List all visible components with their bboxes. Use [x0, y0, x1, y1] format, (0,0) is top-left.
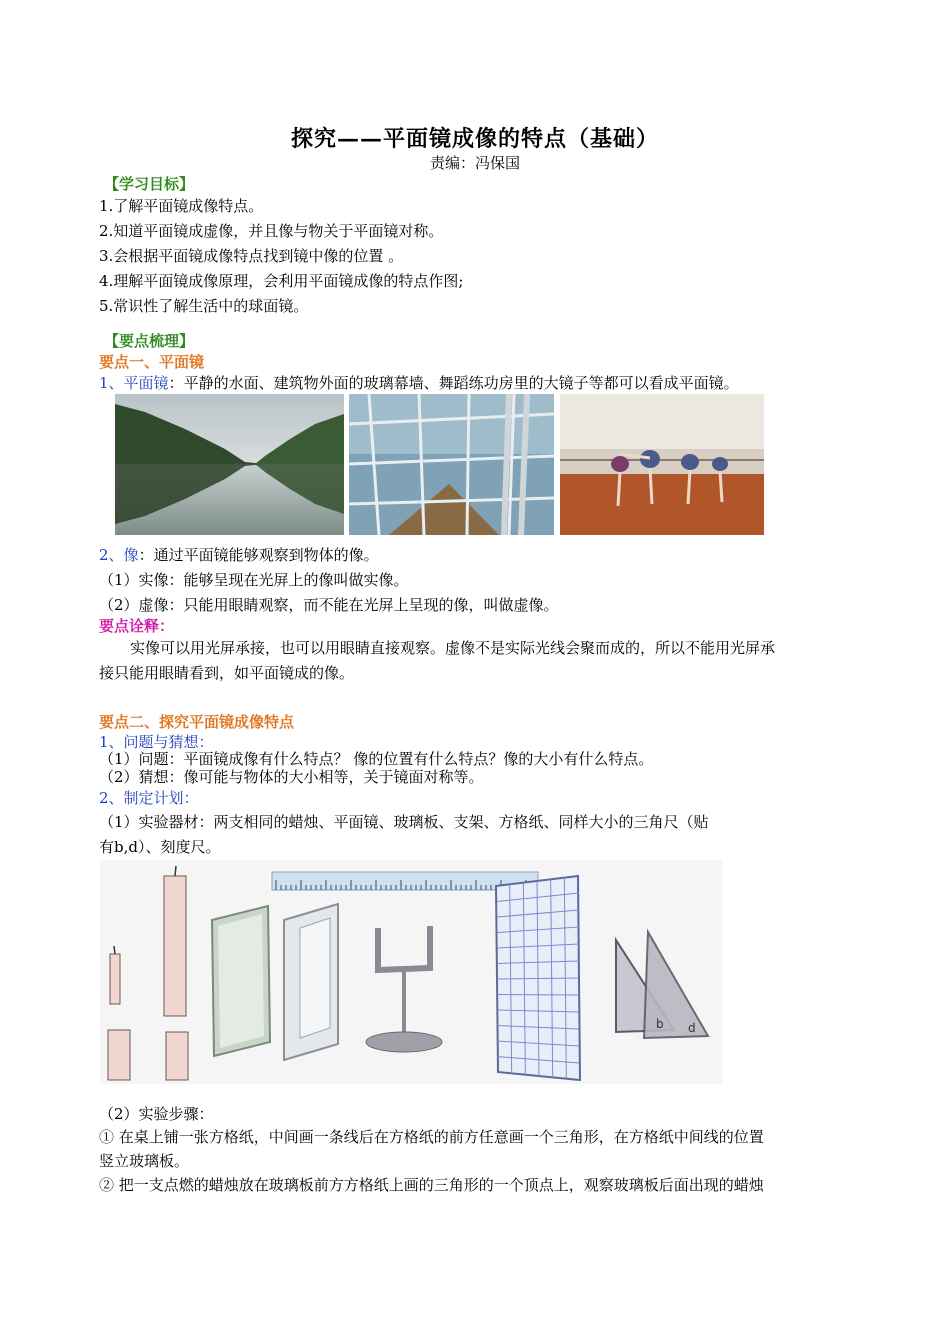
steps-heading: （2）实验步骤：	[99, 1105, 214, 1123]
point1-item2	[99, 545, 379, 565]
item2-text: ：通过平面镜能够观察到物体的像。	[138, 546, 379, 564]
objective-item: 1.了解平面镜成像特点。	[99, 197, 264, 215]
author-line: 责编：冯保国	[429, 154, 520, 172]
item1-text: ：平静的水面、建筑物外面的玻璃幕墙、舞蹈练功房里的大镜子等都可以看成平面镜。	[168, 374, 739, 392]
item2-term: 像	[123, 546, 139, 564]
step1-line2: 竖立玻璃板。	[99, 1152, 190, 1170]
summary-heading: 【要点梳理】	[104, 332, 195, 350]
step1-line1: ① 在桌上铺一张方格纸，中间画一条线后在方格纸的前方任意画一个三角形，在方格纸中间线的位置	[99, 1128, 764, 1146]
triangle-label-d: d	[688, 1021, 696, 1035]
question-item: （1）问题：平面镜成像有什么特点？ 像的位置有什么特点？像的大小有什么特点。	[99, 750, 654, 768]
plane-mirror-icon	[212, 906, 270, 1056]
virtual-image-definition: （2）虚像：只能用眼睛观察，而不能在光屏上呈现的像，叫做虚像。	[99, 596, 559, 614]
triangle-label-b: b	[656, 1017, 664, 1031]
dance-studio-photo	[560, 394, 764, 535]
note-heading: 要点诠释：	[99, 617, 175, 635]
point2-heading: 要点二、探究平面镜成像特点	[99, 713, 295, 731]
item1-prefix: 1、	[99, 374, 124, 392]
note-text-line1: 实像可以用光屏承接，也可以用眼睛直接观察。虚像不是实际光线会聚而成的，所以不能用光屏承	[130, 639, 776, 657]
note-text-line2: 接只能用眼睛看到，如平面镜成的像。	[99, 664, 355, 682]
step2-line1: ② 把一支点燃的蜡烛放在玻璃板前方方格纸上画的三角形的一个顶点上，观察玻璃板后面出现的蜡烛	[99, 1176, 764, 1194]
page-title: 探究——平面镜成像的特点（基础）	[290, 126, 659, 152]
glass-plate-icon	[284, 904, 338, 1060]
objective-item: 5.常识性了解生活中的球面镜。	[99, 297, 309, 315]
item1-term: 平面镜	[123, 374, 169, 392]
objective-item: 2.知道平面镜成虚像，并且像与物关于平面镜对称。	[99, 222, 444, 240]
plan-heading: 2、制定计划：	[99, 789, 199, 807]
hypothesis-item: （2）猜想：像可能与物体的大小相等，关于镜面对称等。	[99, 768, 484, 786]
equipment-illustration	[100, 860, 722, 1084]
objective-item: 4.理解平面镜成像原理，会利用平面镜成像的特点作图;	[99, 272, 464, 290]
lake-photo	[115, 394, 344, 535]
objective-item: 3.会根据平面镜成像特点找到镜中像的位置 。	[99, 247, 404, 265]
objectives-heading: 【学习目标】	[104, 175, 195, 193]
point1-item1	[99, 373, 739, 393]
materials-line1: （1）实验器材：两支相同的蜡烛、平面镜、玻璃板、支架、方格纸、同样大小的三角尺（贴	[99, 813, 709, 831]
question-heading: 1、问题与猜想：	[99, 733, 214, 751]
point1-heading: 要点一、平面镜	[99, 353, 205, 371]
item2-prefix: 2、	[99, 546, 124, 564]
glass-wall-photo	[349, 394, 554, 535]
grid-paper-icon	[496, 876, 580, 1080]
real-image-definition: （1）实像：能够呈现在光屏上的像叫做实像。	[99, 571, 409, 589]
materials-line2: 有b,d）、刻度尺。	[99, 838, 221, 856]
